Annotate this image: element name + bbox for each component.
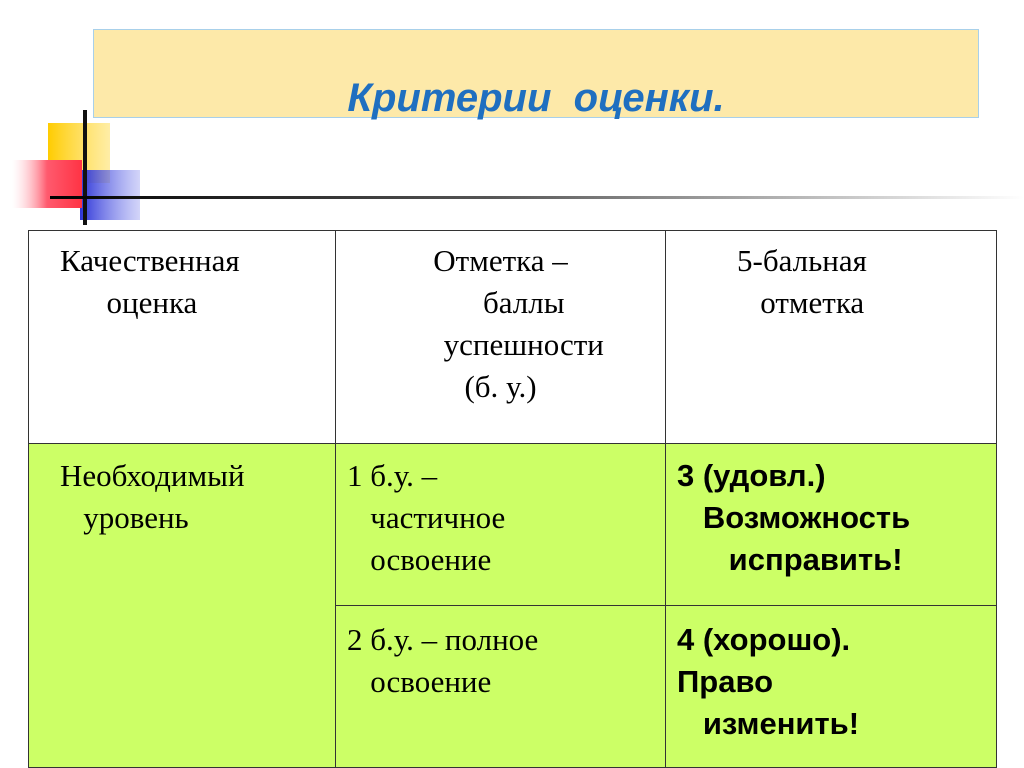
title-banner — [93, 29, 979, 118]
table-row — [29, 444, 997, 606]
score-cell: 2 б.у. – полное освоение — [336, 606, 666, 768]
horizontal-line — [50, 196, 1024, 199]
blue-square — [80, 170, 140, 220]
slide-title: Критерии оценки. — [347, 76, 725, 120]
table-header-row — [29, 231, 997, 444]
decorative-corner-graphic — [0, 110, 1024, 230]
grade-cell: 4 (хорошо). Право изменить! — [666, 606, 997, 768]
header-cell-quality: Качественная оценка — [29, 231, 336, 444]
red-square — [12, 160, 82, 208]
score-cell: 1 б.у. – частичное освоение — [336, 444, 666, 606]
header-cell-points: Отметка – баллы успешности (б. у.) — [336, 231, 666, 444]
criteria-table — [28, 230, 997, 768]
level-cell: Необходимый уровень — [29, 444, 336, 768]
header-cell-five-point: 5-бальная отметка — [666, 231, 997, 444]
vertical-line — [83, 110, 87, 225]
grade-cell: 3 (удовл.) Возможность исправить! — [666, 444, 997, 606]
